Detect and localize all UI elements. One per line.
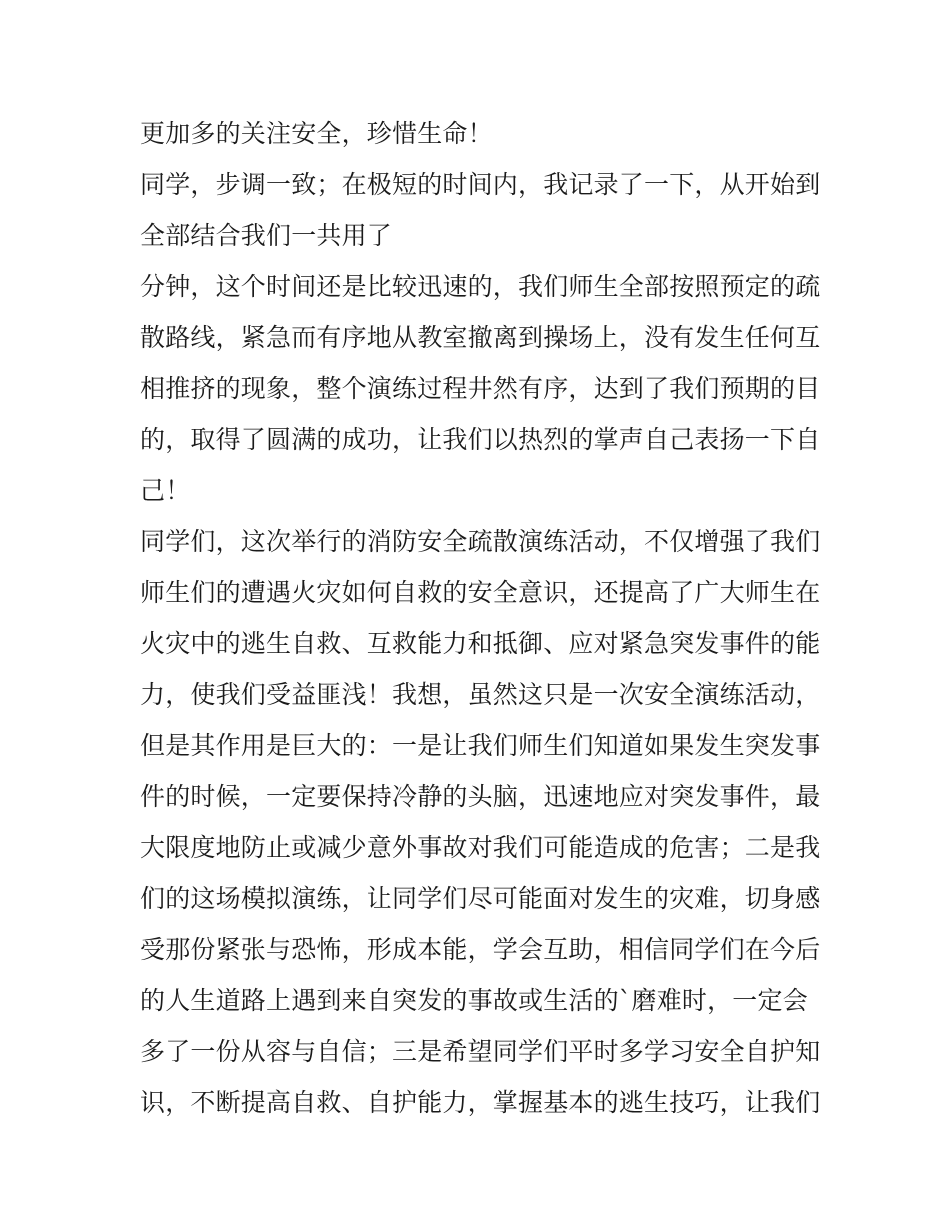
text-line: 同学，步调一致；在极短的时间内，我记录了一下，从开始到: [140, 170, 821, 199]
text-line: 大限度地防止或减少意外事故对我们可能造成的危害；二是我: [140, 833, 821, 862]
text-line: 分钟，这个时间还是比较迅速的，我们师生全部按照预定的疏: [140, 272, 821, 301]
text-line: 们的这场模拟演练，让同学们尽可能面对发生的灾难，切身感: [140, 884, 821, 913]
text-line: 同学们，这次举行的消防安全疏散演练活动，不仅增强了我们: [140, 527, 821, 556]
text-line: 的人生道路上遇到来自突发的事故或生活的`磨难时，一定会: [140, 986, 808, 1015]
text-line: 识，不断提高自救、自护能力，掌握基本的逃生技巧，让我们: [140, 1088, 821, 1117]
text-line: 火灾中的逃生自救、互救能力和抵御、应对紧急突发事件的能: [140, 629, 821, 658]
text-line: 多了一份从容与自信；三是希望同学们平时多学习安全自护知: [140, 1037, 821, 1066]
text-line: 力，使我们受益匪浅！我想，虽然这只是一次安全演练活动，: [140, 680, 821, 709]
text-line: 件的时候，一定要保持冷静的头脑，迅速地应对突发事件，最: [140, 782, 821, 811]
text-line: 己！: [140, 476, 191, 505]
document-body: [140, 108, 820, 1128]
text-line: 全部结合我们一共用了: [140, 221, 393, 250]
text-line: 但是其作用是巨大的：一是让我们师生们知道如果发生突发事: [140, 731, 821, 760]
text-line: 更加多的关注安全，珍惜生命！: [140, 119, 493, 148]
text-line: 受那份紧张与恐怖，形成本能，学会互助，相信同学们在今后: [140, 935, 821, 964]
text-line: 师生们的遭遇火灾如何自救的安全意识，还提高了广大师生在: [140, 578, 821, 607]
text-line: 的，取得了圆满的成功，让我们以热烈的掌声自己表扬一下自: [140, 425, 821, 454]
text-line: 散路线，紧急而有序地从教室撤离到操场上，没有发生任何互: [140, 323, 821, 352]
text-line: 相推挤的现象，整个演练过程井然有序，达到了我们预期的目: [140, 374, 821, 403]
